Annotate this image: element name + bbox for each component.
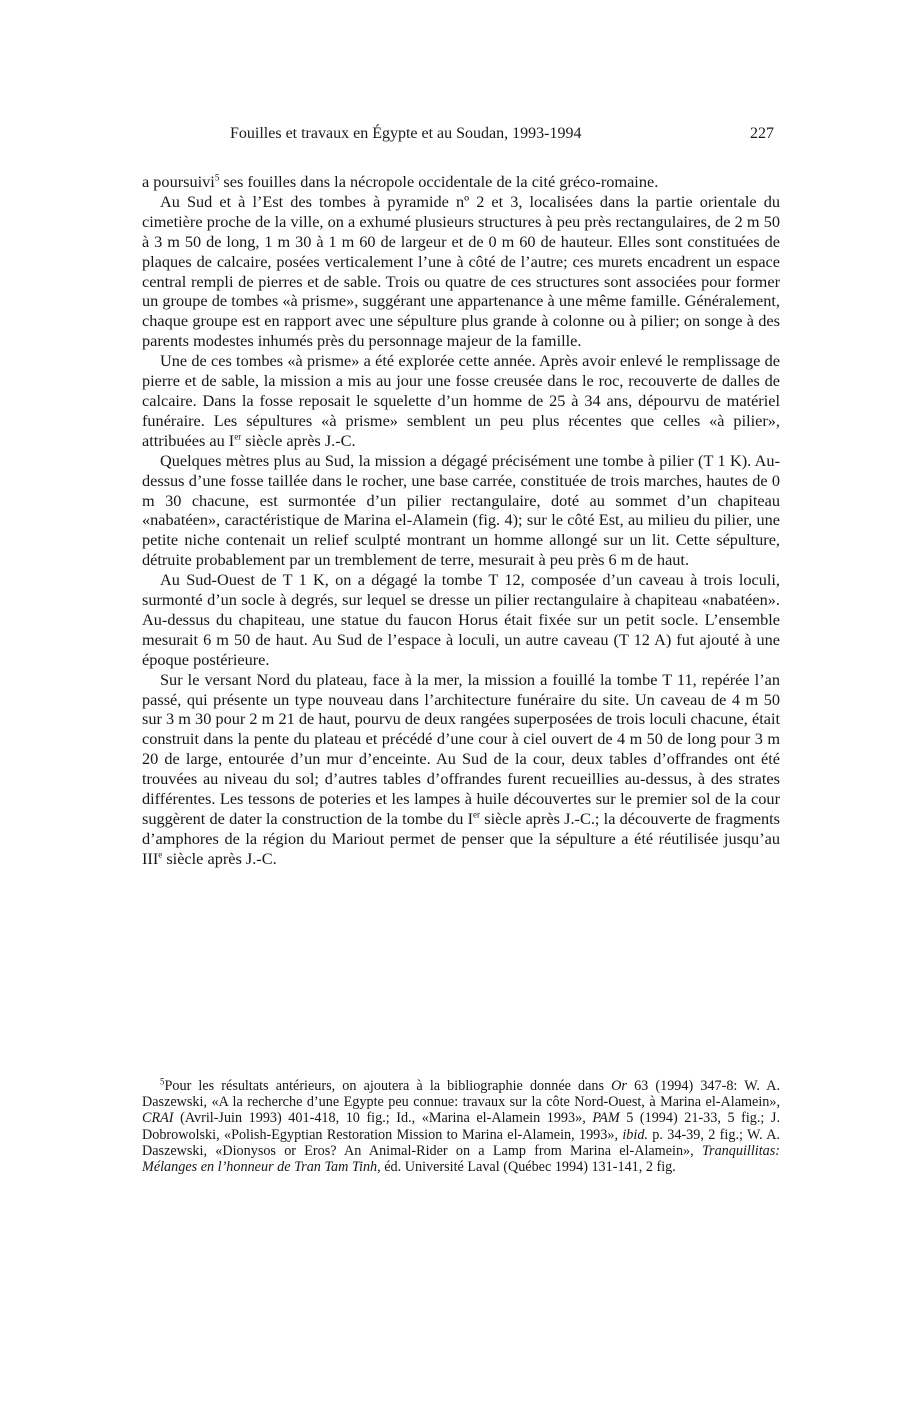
footnote-text: , éd. Université Laval (Québec 1994) 131-141, 2 fig. — [377, 1159, 676, 1176]
paragraph-6-text-b: siècle après J.-C.; la découverte de fragments d’amphores de la région du Mariout permet de penser que la sépulture a été réutilisée jusqu’au III — [142, 809, 780, 868]
footnote-5 — [142, 1078, 780, 1175]
superscript-er: er — [234, 431, 242, 442]
footnote-italic-title: CRAI — [142, 1110, 174, 1127]
paragraph-4: Quelques mètres plus au Sud, la mission a dégagé précisément une tombe à pilier (T 1 K). Au-dessus d’une fosse taillée dans le rocher, une base carrée, constituée de trois marches, hautes de 0 m 30 chacune, est surmontée d’un pilier rectangulaire, doté au sommet d’un chapiteau «nabatéen», caractéristique de Marina el-Alamein (fig. 4); sur le côté Est, au milieu du pilier, une petite niche contenait un relief sculpté montrant un homme allongé sur un lit. Cette sépulture, détruite probablement par un tremblement de terre, mesurait à peu près 6 m de haut. — [142, 450, 780, 570]
body-text — [142, 172, 780, 869]
footnote-text: 5 (1994) 21-33, 5 fig.; J. Dobrowolski, «Polish-Egyptian Restoration Mission to Marina el-Alamein, 1993», — [142, 1110, 781, 1143]
footnote-text: (Avril-Juin 1993) 401-418, 10 fig.; Id., «Marina el-Alamein 1993», — [173, 1110, 593, 1127]
footnote-italic-title: Or — [611, 1078, 627, 1094]
footnote-italic-title: PAM — [592, 1110, 620, 1127]
page-number: 227 — [750, 125, 774, 142]
footnote-text: 63 (1994) 347-8: W. A. Daszewski, «A la recherche d’une Egypte peu connue: travaux sur la côte Nord-Ouest, à Marina el-Alamein», — [142, 1078, 780, 1111]
superscript-e: e — [158, 849, 163, 860]
paragraph-1-text-a: a poursuivi — [142, 172, 215, 191]
paragraph-3-text-a: Une de ces tombes «à prisme» a été explorée cette année. Après avoir enlevé le remplissage de pierre et de sable, la mission a mis au jour une fosse creusée dans le roc, recouverte de dalles de calcaire. Dans la fosse reposait le squelette d’un homme de 25 à 34 ans, dépourvu de matériel funéraire. Les sépultures «à prisme» semblent un peu plus récentes que celles «à pilier», attribuées au I — [142, 351, 780, 450]
paragraph-5: Au Sud-Ouest de T 1 K, on a dégagé la tombe T 12, composée d’un caveau à trois loculi, surmonté d’un socle à degrés, sur lequel se dresse un pilier rectangulaire à chapiteau «nabatéen». Au-dessus du chapiteau, une statue du faucon Horus était fixée sur un petit socle. L’ensemble mesurait 6 m 50 de haut. Au Sud de l’espace à loculi, un autre caveau (T 12 A) fut ajouté à une époque postérieure. — [142, 570, 780, 669]
paragraph-1-text-b: ses fouilles dans la nécropole occidentale de la cité gréco-romaine. — [219, 172, 659, 191]
paragraph-2: Au Sud et à l’Est des tombes à pyramide nº 2 et 3, localisées dans la partie orientale du cimetière proche de la ville, on a exhumé plusieurs structures à peu près rectangulaires, de 2 m 50 à 3 m 50 de long, 1 m 30 à 1 m 60 de largeur et de 0 m 60 de hauteur. Elles sont constituées de plaques de calcaire, posées verticalement l’une à côté de l’autre; ces murets encadrent un espace central rempli de pierres et de sable. Trois ou quatre de ces structures sont associées pour former un groupe de tombes «à prisme», suggérant une appartenance à une même famille. Généralement, chaque groupe est en rapport avec une sépulture plus grande à colonne ou à pilier; on songe à des parents modestes inhumés près du personnage majeur de la famille. — [142, 191, 780, 351]
running-title: Fouilles et travaux en Égypte et au Soudan, 1993-1994 — [230, 125, 582, 142]
paragraph-6-text-c: siècle après J.-C. — [162, 848, 277, 868]
paragraph-1 — [142, 172, 780, 192]
paragraph-6-text-a: Sur le versant Nord du plateau, face à la mer, la mission a fouillé la tombe T 11, repérée l’an passé, qui présente un type nouveau dans l’architecture funéraire du site. Un caveau de 4 m 50 sur 3 m 30 pour 2 m 21 de haut, pourvu de deux rangées superposées de trois loculi chacune, était construit dans la pente du plateau et précédé d’une cour à ciel ouvert de 4 m 50 de long pour 3 m 20 de large, entourée d’un mur d’enceinte. Au Sud de la cour, deux tables d’offrandes ont été trouvées au niveau du sol; d’autres tables d’offrandes furent recueillies au-dessus, à des strates différentes. Les tessons de poteries et les lampes à huile découvertes sur le premier sol de la cour suggèrent de dater la construction de la tombe du I — [142, 669, 780, 828]
paragraph-3 — [142, 351, 780, 451]
footnote-reference: 5 — [214, 172, 220, 183]
paragraph-3-text-b: siècle après J.-C. — [241, 430, 356, 450]
footnotes — [142, 1078, 780, 1175]
paragraph-6 — [142, 670, 780, 869]
footnote-text: p. 34-39, 2 fig.; W. A. Daszewski, «Dionysos or Eros? An Animal-Rider on a Lamp from Marina el-Alamein», — [142, 1126, 780, 1159]
footnote-italic-title: ibid. — [622, 1126, 648, 1143]
footnote-italic-title: Tranquillitas: Mélanges en l’honneur de Tran Tam Tinh — [142, 1142, 780, 1176]
superscript-er: er — [473, 809, 481, 820]
footnote-marker: 5 — [160, 1076, 165, 1087]
footnote-text: Pour les résultats antérieurs, on ajoutera à la bibliographie donnée dans — [164, 1078, 612, 1094]
